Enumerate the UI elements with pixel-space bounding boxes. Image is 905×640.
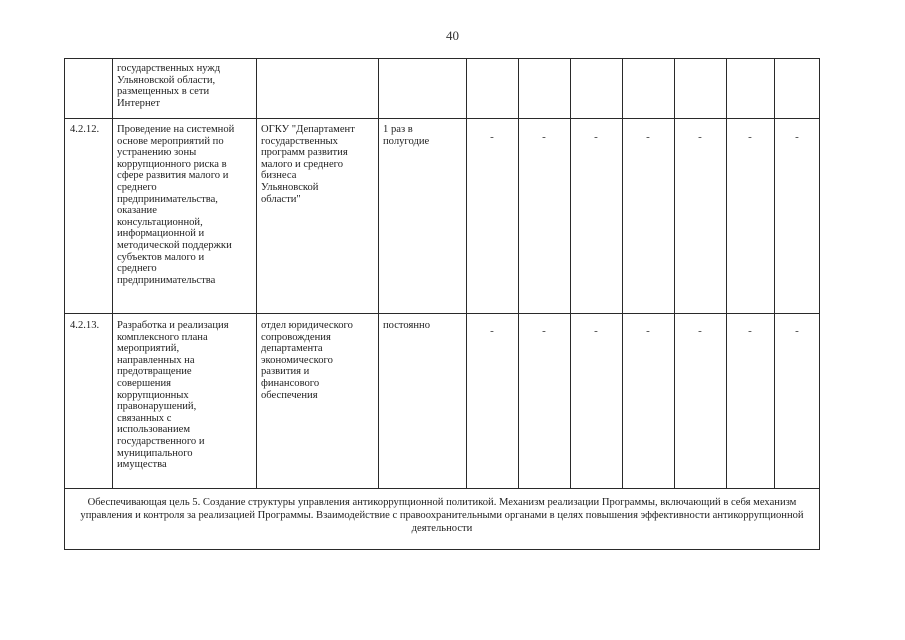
row-number: 4.2.13. (70, 320, 100, 331)
column-divider (726, 58, 727, 488)
value-cell: - (698, 131, 702, 143)
row-divider (64, 118, 820, 119)
column-divider (378, 58, 379, 488)
table-top-border (64, 58, 820, 59)
value-cell: - (542, 131, 546, 143)
value-cell: - (748, 131, 752, 143)
column-divider (112, 58, 113, 488)
column-divider (466, 58, 467, 488)
goal-section-heading: Обеспечивающая цель 5. Создание структуры управления антикоррупционной политикой. Механизм реализации Программы, включающий в себя механизм управления и контроля за реализацией Программы. Взаимодействие с правоохранительными органами в целях повышения эффективности антикоррупционной деятельности (80, 497, 804, 534)
column-divider (518, 58, 519, 488)
row-divider (64, 488, 820, 489)
row-divider (64, 313, 820, 314)
value-cell: - (594, 131, 598, 143)
value-cell: - (795, 131, 799, 143)
row-executor: отдел юридического сопровождения департамента экономического развития и финансового обеспечения (261, 320, 353, 401)
column-divider (622, 58, 623, 488)
table-bottom-border (64, 549, 820, 550)
row-description: Проведение на системной основе мероприятий по устранению зоны коррупционного риска в сфере развития малого и среднего предпринимательства, оказание консультационной, информационной и методической поддержки субъектов малого и среднего предпринимательства (117, 124, 235, 286)
page-number: 40 (446, 28, 459, 43)
row-description: государственных нужд Ульяновской области, размещенных в сети Интернет (117, 63, 221, 109)
column-divider (570, 58, 571, 488)
value-cell: - (490, 325, 494, 337)
value-cell: - (646, 131, 650, 143)
table-right-border (819, 58, 820, 549)
table-left-border (64, 58, 65, 549)
column-divider (256, 58, 257, 488)
column-divider (674, 58, 675, 488)
row-frequency: 1 раз в полугодие (383, 124, 430, 147)
column-divider (774, 58, 775, 488)
value-cell: - (490, 131, 494, 143)
value-cell: - (646, 325, 650, 337)
row-executor: ОГКУ "Департамент государственных программ развития малого и среднего бизнеса Ульяновской области" (261, 124, 355, 205)
row-description: Разработка и реализация комплексного плана мероприятий, направленных на предотвращение совершения коррупционных правонарушений, связанных с использованием государственного и муниципального имущества (117, 320, 229, 471)
row-frequency: постоянно (383, 320, 431, 331)
value-cell: - (594, 325, 598, 337)
value-cell: - (795, 325, 799, 337)
value-cell: - (698, 325, 702, 337)
value-cell: - (542, 325, 546, 337)
value-cell: - (748, 325, 752, 337)
row-number: 4.2.12. (70, 124, 100, 135)
